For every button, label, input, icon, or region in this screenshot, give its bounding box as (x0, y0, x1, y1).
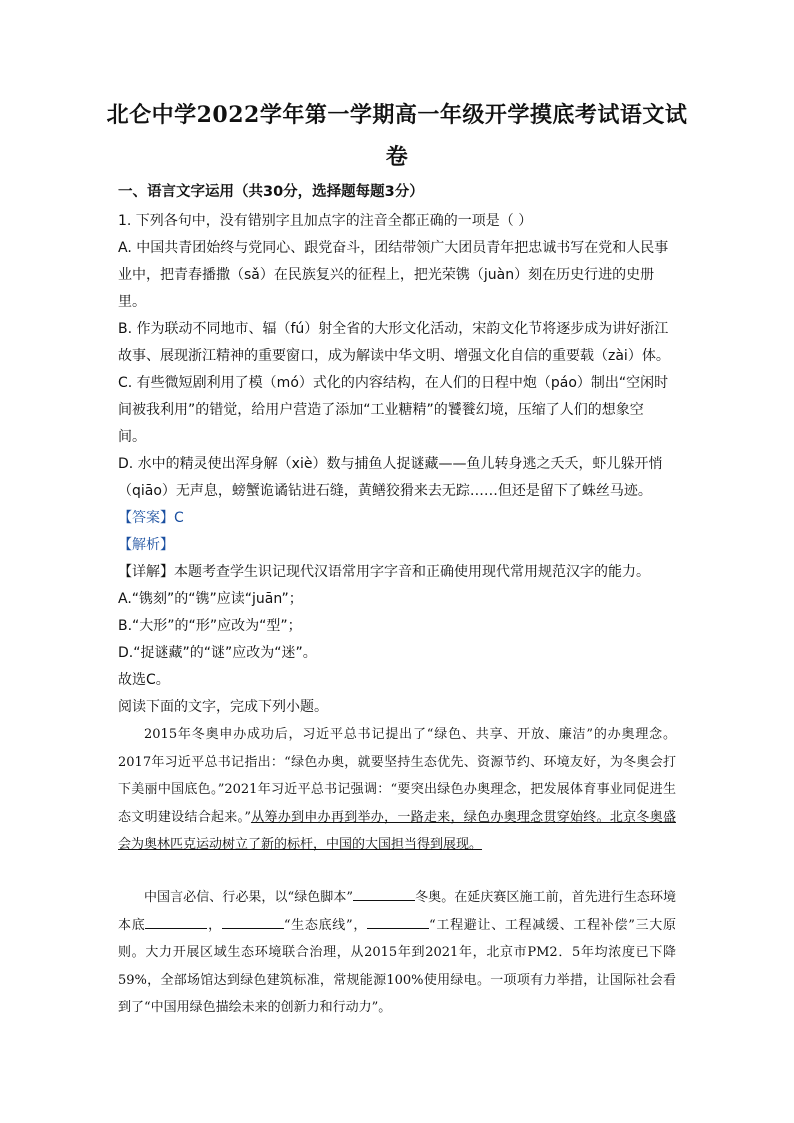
reading-intro: 阅读下面的文字，完成下列小题。 (118, 699, 328, 715)
option-c-line-1: C. 有些微短剧利用了模（mó）式化的内容结构，在人们的日程中炮（páo）制出“空闲时 (118, 375, 669, 391)
analysis-label: 【解析】 (118, 537, 174, 553)
question-stem: 1. 下列各句中，没有错别字且加点字的注音全都正确的一项是（ ） (118, 213, 533, 229)
explanation-b: B.“大形”的“形”应改为“型”； (118, 618, 302, 634)
option-a-line-2: 业中，把青春播撒（sǎ）在民族复兴的征程上，把光荣镌（juàn）刻在历史行进的史册 (118, 267, 655, 283)
option-d-line-2: （qiāo）无声息，螃蟹诡谲钻进石缝，黄鳝狡猾来去无踪……但还是留下了蛛丝马迹。 (118, 483, 652, 499)
explanation-a: A.“镌刻”的“镌”应读“juān”； (118, 591, 303, 607)
option-a-line-1: A. 中国共青团始终与党同心、跟党奋斗，团结带领广大团员青年把忠诚书写在党和人民事 (118, 240, 669, 256)
passage-1-text: 2015年冬奥申办成功后，习近平总书记提出了“绿色、共享、开放、廉洁”的办奥理念。2017年习近平总书记指出：“绿色办奥，就要坚持生态优先、资源节约、环境友好，为冬奥会打下美丽中国底色。”2021年习近平总书记强调：“要突出绿色办奥理念，把发展体育事业同促进生态文明建设结合起来。” (118, 727, 676, 825)
passage-2-part-2: 冬奥。在延庆赛区施工前，首先进行生态环境本底 (118, 890, 676, 933)
reading-passage-1 (118, 721, 676, 859)
passage-2-part-4: “生态底线”， (283, 917, 368, 933)
passage-1-underlined: 从筹办到申办再到举办，一路走来，绿色办奥理念贯穿始终。北京冬奥盛会为奥林匹克运动树立了新的标杆，中国的大国担当得到展现。 (118, 809, 676, 852)
blank-2 (145, 916, 207, 929)
blank-1 (353, 888, 415, 901)
exam-title-continued: 卷 (385, 144, 409, 170)
passage-2-part-5: “工程避让、工程减缓、工程补偿”三大原则。大力开展区域生态环境联合治理，从2015年到2021年，北京市PM2．5年均浓度已下降59%，全部场馆达到绿色建筑标准，常规能源100%使用绿电。一项项有力举措，让国际社会看到了“中国用绿色描绘未来的创新力和行动力”。 (118, 917, 676, 1015)
blank-4 (367, 916, 429, 929)
option-d-line-1: D. 水中的精灵使出浑身解（xiè）数与捕鱼人捉谜藏——鱼儿转身逃之夭夭，虾儿躲开悄 (118, 456, 663, 472)
reading-passage-2 (118, 884, 676, 1022)
exam-title: 北仑中学2022学年第一学期高一年级开学摸底考试语文试 (106, 102, 688, 128)
section-heading: 一、语言文字运用（共30分，选择题每题3分） (118, 184, 424, 200)
passage-2-part-3: ， (207, 917, 222, 933)
explanation-d: D.“捉谜藏”的“谜”应改为“迷”。 (118, 645, 317, 661)
option-b-line-1: B. 作为联动不同地市、辐（fú）射全省的大形文化活动，宋韵文化节将逐步成为讲好浙江 (118, 321, 669, 337)
passage-2-part-1: 中国言必信、行必果，以“绿色脚本” (144, 890, 354, 905)
option-c-line-3: 间。 (118, 429, 146, 445)
option-a-line-3: 里。 (118, 294, 146, 310)
option-c-line-2: 间被我利用”的错觉，给用户营造了添加“工业糖精”的饕餮幻境，压缩了人们的想象空 (118, 402, 644, 418)
option-b-line-2: 故事、展现浙江精神的重要窗口，成为解读中华文明、增强文化自信的重要载（zài）体。 (118, 348, 670, 364)
detail-text: 【详解】本题考查学生识记现代汉语常用字字音和正确使用现代常用规范汉字的能力。 (118, 564, 650, 580)
conclusion: 故选C。 (118, 672, 170, 688)
answer-label: 【答案】C (118, 510, 184, 526)
blank-3 (222, 916, 284, 929)
